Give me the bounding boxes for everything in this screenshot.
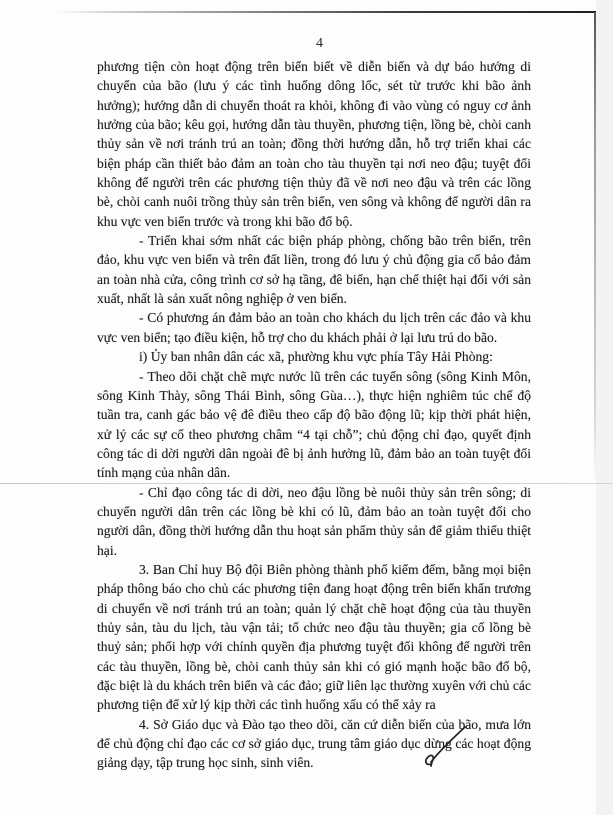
paragraph: 4. Sở Giáo dục và Đào tạo theo dõi, căn cứ diễn biến của bão, mưa lớn để chủ động chỉ đạo các cơ sở giáo dục, trung tâm giáo dục dừng các hoạt động giảng dạy, tập trung học sinh, sinh viên. xyxy=(97,716,531,771)
paragraph: - Chỉ đạo công tác di dời, neo đậu lồng bè nuôi thủy sản trên sông; di chuyển người dân trên các lồng bè khi có lũ, đảm bảo an toàn tuyệt đối cho người dân, đồng thời hướng dẫn thu hoạt sản phẩm thủy sản để giảm thiểu thiệt hại. xyxy=(97,484,531,558)
paragraph: - Có phương án đảm bảo an toàn cho khách du lịch trên các đảo và khu vực ven biển; tạo điều kiện, hỗ trợ cho du khách phải ở lại lưu trú do bão. xyxy=(97,310,531,345)
paragraph: - Theo dõi chặt chẽ mực nước lũ trên các tuyến sông (sông Kinh Môn, sông Kinh Thày, sông Thái Bình, sông Gùa…), thực hiện nghiêm túc chế độ tuần tra, canh gác bảo vệ đê điều theo cấp độ bão động lũ; kịp thời phát hiện, xử lý các sự cố theo phương châm “4 tại chỗ”; chủ động chỉ đạo, quyết định công tác di dời người dân ngoài đê bị ảnh hưởng lũ, đảm bảo an toàn tuyệt đối tính mạng của nhân dân. xyxy=(97,368,531,481)
page-number: 4 xyxy=(316,36,323,51)
paper-top-edge-line xyxy=(55,11,597,13)
paragraph: - Triển khai sớm nhất các biện pháp phòng, chống bão trên biển, trên đảo, khu vực ven biển và trên đất liền, trong đó lưu ý chủ động gia cố bảo đảm an toàn nhà cửa, công trình cơ sở hạ tầng, đê biển, hạn chế thiệt hại đối với sản xuất, nhất là sản xuất nông nghiệp ở ven biển. xyxy=(97,233,531,307)
paper-right-edge-line xyxy=(594,12,596,484)
handwritten-check-mark xyxy=(421,726,469,770)
paragraph: phương tiện còn hoạt động trên biển biết về diễn biến và dự báo hướng di chuyển của bão (lưu ý các tình huống dông lốc, sét từ trước khi bão ảnh hưởng); hướng dẫn di chuyển thoát ra khỏi, không đi vào vùng có nguy cơ ảnh hưởng của bão; kêu gọi, hướng dẫn tàu thuyền, phương tiện, lồng bè, chòi canh thủy sản về nơi tránh trú an toàn; đồng thời hướng dẫn, hỗ trợ triển khai các biện pháp cần thiết bảo đảm an toàn cho tàu thuyền tại nơi neo đậu; tuyệt đối không để người trên các phương tiện thủy đã về nơi neo đậu và trên các lồng bè, chòi canh nuôi trồng thủy sản trên biển, ven sông và không để người dân ra khu vực ven biển trước và trong khi bão đổ bộ. xyxy=(97,59,531,229)
scan-outer-margin xyxy=(596,0,613,815)
paragraph: i) Ủy ban nhân dân các xã, phường khu vực phía Tây Hải Phòng: xyxy=(139,349,493,365)
paragraph: 3. Ban Chỉ huy Bộ đội Biên phòng thành phố kiểm đếm, bằng mọi biện pháp thông báo cho chủ các phương tiện đang hoạt động trên biển khẩn trương di chuyển về nơi tránh trú an toàn; quản lý chặt chẽ hoạt động của tàu thuyền thủy sản, tàu du lịch, tàu vận tải; tổ chức neo đậu tàu thuyền; gia cố lồng bè thuỷ sản; phối hợp với chính quyền địa phương tuyệt đối không để người trên các tàu thuyền, lồng bè, chòi canh thủy sản khi có gió mạnh hoặc bão đổ bộ, đặc biệt là du khách trên biển và các đảo; giữ liên lạc thường xuyên với chủ các phương tiện để xử lý kịp thời các tình huống xấu có thể xảy ra xyxy=(97,561,531,713)
document-body xyxy=(97,57,531,773)
